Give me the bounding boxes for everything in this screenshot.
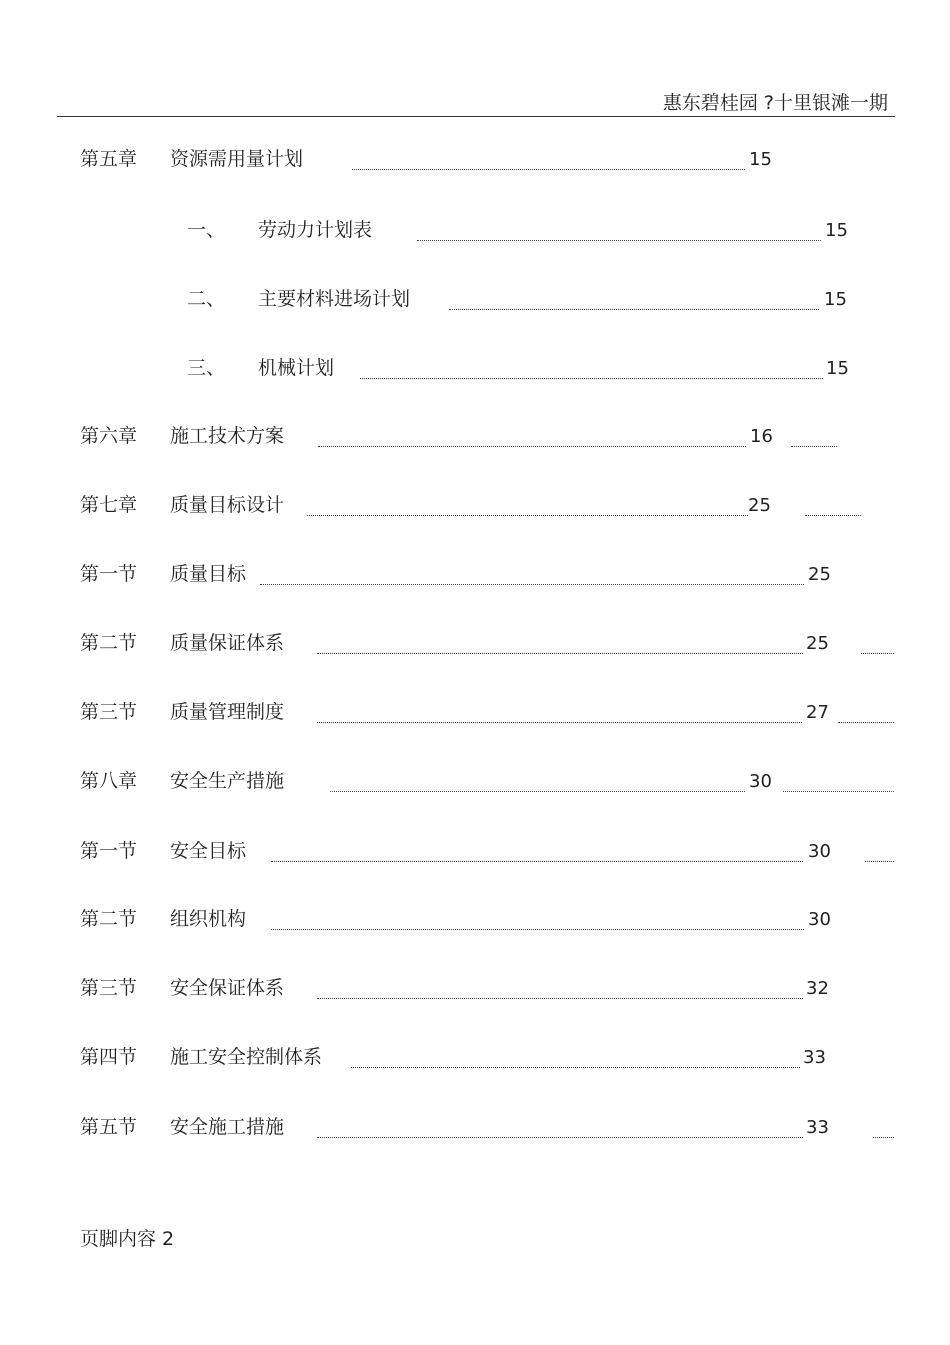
- toc-entry-page: 30: [749, 771, 772, 792]
- toc-entry-number: 第二节: [80, 908, 138, 930]
- toc-leader-dots: [805, 515, 861, 516]
- toc-entry[interactable]: [0, 288, 950, 318]
- toc-entry-title: 主要材料进场计划: [258, 288, 411, 310]
- toc-entry-page: 25: [808, 564, 831, 585]
- toc-entry-title: 劳动力计划表: [258, 219, 373, 241]
- toc-leader-dots: [865, 861, 894, 862]
- toc-entry-page: 15: [826, 358, 849, 379]
- toc-entry-number: 第一节: [80, 840, 138, 862]
- toc-entry[interactable]: [0, 563, 950, 593]
- toc-entry-title: 安全生产措施: [170, 770, 285, 792]
- toc-leader-dots: [260, 584, 804, 585]
- toc-leader-dots: [307, 515, 748, 516]
- toc-entry[interactable]: [0, 425, 950, 455]
- toc-entry-page: 30: [808, 841, 831, 862]
- toc-leader-dots: [317, 722, 802, 723]
- toc-entry[interactable]: [0, 908, 950, 938]
- toc-entry-number: 第三节: [80, 977, 138, 999]
- toc-entry-title: 质量目标设计: [170, 494, 285, 516]
- header-rule: [57, 116, 895, 117]
- toc-entry[interactable]: [0, 357, 950, 387]
- header-title: 惠东碧桂园 ?十里银滩一期: [662, 92, 888, 114]
- toc-entry[interactable]: [0, 494, 950, 524]
- toc-leader-dots: [317, 653, 803, 654]
- toc-entry[interactable]: [0, 701, 950, 731]
- toc-leader-dots: [271, 929, 804, 930]
- toc-entry-title: 组织机构: [170, 908, 247, 930]
- toc-entry-page: 15: [824, 289, 847, 310]
- toc-entry-page: 27: [806, 702, 829, 723]
- toc-entry-number: 第六章: [80, 425, 138, 447]
- toc-entry[interactable]: [0, 1116, 950, 1146]
- toc-entry[interactable]: [0, 770, 950, 800]
- toc-leader-dots: [360, 378, 823, 379]
- toc-leader-dots: [318, 446, 746, 447]
- toc-entry-page: 33: [803, 1047, 826, 1068]
- toc-entry-number: 一、: [187, 219, 226, 241]
- toc-entry-number: 第五节: [80, 1116, 138, 1138]
- toc-leader-dots: [449, 309, 819, 310]
- toc-leader-dots: [783, 791, 894, 792]
- toc-entry-title: 施工技术方案: [170, 425, 285, 447]
- toc-entry[interactable]: [0, 219, 950, 249]
- toc-entry-number: 第二节: [80, 632, 138, 654]
- toc-leader-dots: [317, 998, 803, 999]
- toc-entry-number: 第五章: [80, 148, 138, 170]
- toc-leader-dots: [791, 446, 837, 447]
- toc-entry-title: 安全保证体系: [170, 977, 285, 999]
- toc-entry-number: 第八章: [80, 770, 138, 792]
- toc-leader-dots: [352, 169, 745, 170]
- toc-entry-number: 二、: [187, 288, 226, 310]
- toc-leader-dots: [330, 791, 745, 792]
- toc-leader-dots: [417, 240, 821, 241]
- toc-leader-dots: [873, 1137, 894, 1138]
- toc-leader-dots: [838, 722, 894, 723]
- toc-entry[interactable]: [0, 148, 950, 178]
- toc-leader-dots: [351, 1067, 800, 1068]
- toc-entry-page: 33: [806, 1117, 829, 1138]
- toc-entry-number: 第一节: [80, 563, 138, 585]
- toc-entry[interactable]: [0, 977, 950, 1007]
- toc-entry-page: 32: [806, 978, 829, 999]
- toc-entry-title: 机械计划: [258, 357, 335, 379]
- toc-entry-page: 15: [825, 220, 848, 241]
- toc-entry-page: 25: [748, 495, 771, 516]
- toc-entry[interactable]: [0, 632, 950, 662]
- toc-entry-title: 质量保证体系: [170, 632, 285, 654]
- toc-entry-title: 质量目标: [170, 563, 247, 585]
- toc-entry-title: 安全施工措施: [170, 1116, 285, 1138]
- toc-entry-number: 第三节: [80, 701, 138, 723]
- toc-entry-page: 25: [806, 633, 829, 654]
- toc-entry-title: 质量管理制度: [170, 701, 285, 723]
- toc-entry[interactable]: [0, 1046, 950, 1076]
- toc-entry-number: 三、: [187, 357, 226, 379]
- toc-entry-title: 施工安全控制体系: [170, 1046, 323, 1068]
- toc-entry[interactable]: [0, 840, 950, 870]
- toc-leader-dots: [271, 861, 803, 862]
- page-footer: 页脚内容 2: [80, 1228, 175, 1250]
- toc-entry-page: 16: [750, 426, 773, 447]
- toc-leader-dots: [861, 653, 894, 654]
- toc-entry-number: 第四节: [80, 1046, 138, 1068]
- toc-entry-number: 第七章: [80, 494, 138, 516]
- toc-entry-title: 资源需用量计划: [170, 148, 304, 170]
- toc-entry-page: 15: [749, 149, 772, 170]
- toc-leader-dots: [317, 1137, 803, 1138]
- toc-entry-page: 30: [808, 909, 831, 930]
- toc-entry-title: 安全目标: [170, 840, 247, 862]
